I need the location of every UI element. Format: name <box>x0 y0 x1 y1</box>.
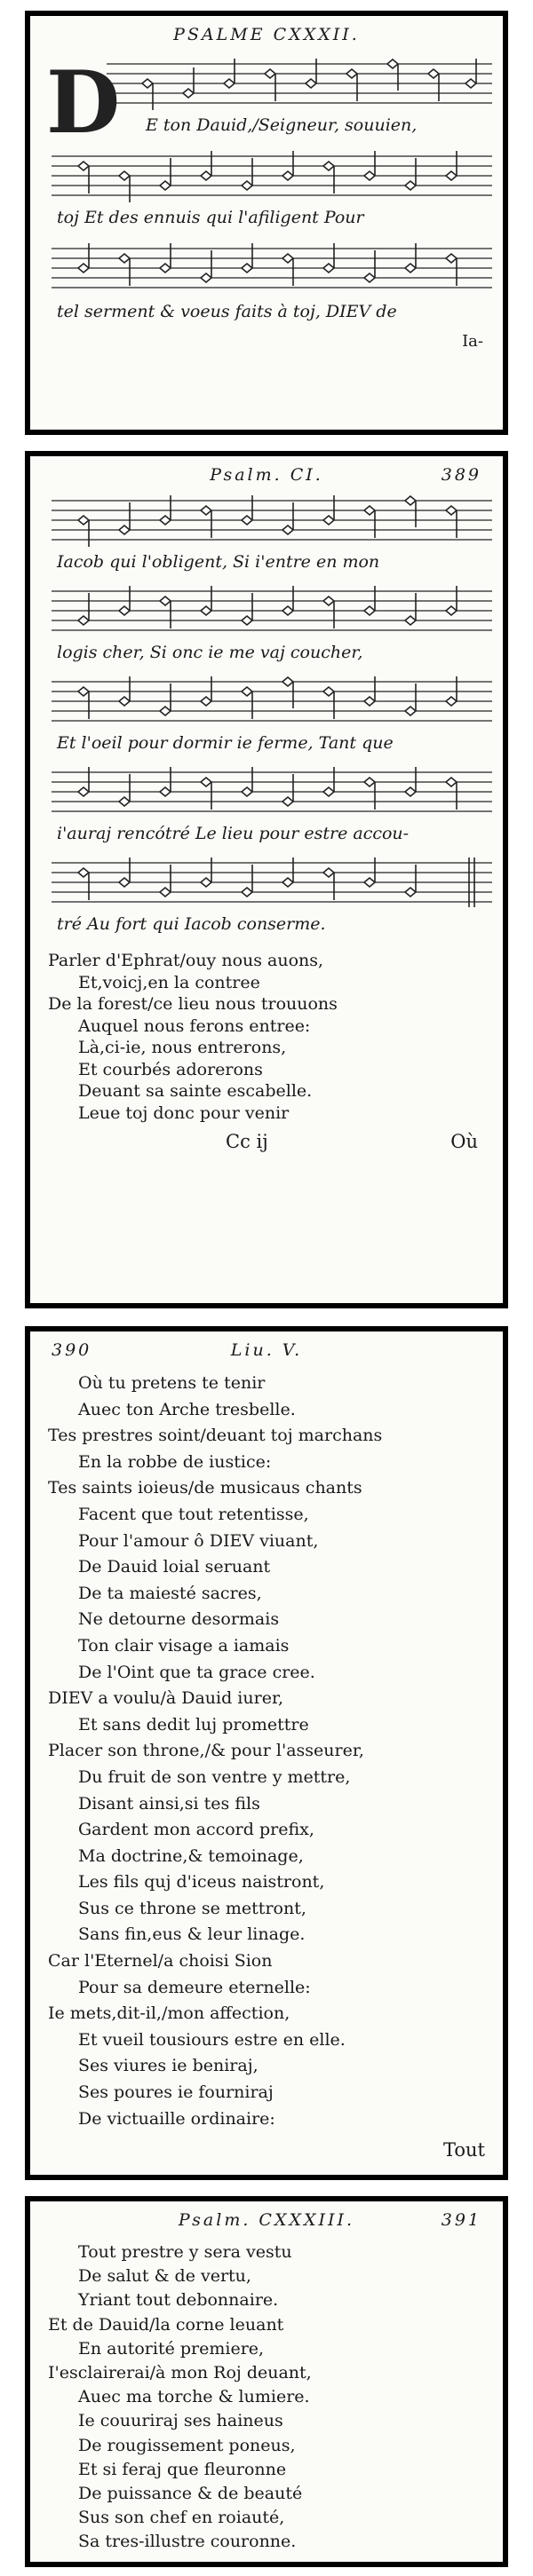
verse-line: Et sans dedit luj promettre <box>78 1714 309 1734</box>
verse-line: Disant ainsi,si tes fils <box>78 1793 260 1813</box>
verse-block <box>48 950 485 1124</box>
lyric-line: E ton Dauid,/Seigneur, souuien, <box>146 115 418 135</box>
verse-line: Du fruit de son ventre y mettre, <box>78 1766 351 1787</box>
lyric-line: i'auraj rencótré Le lieu pour estre accou- <box>57 824 410 843</box>
page-psalme-cxxxii <box>25 11 508 435</box>
page-psalm-ci <box>25 451 508 1308</box>
verse-block <box>48 2240 485 2555</box>
verse-line: Sus son chef en roiauté, <box>78 2508 285 2528</box>
verse-line: Auec ton Arche tresbelle. <box>78 1399 296 1419</box>
lyric-line: Et l'oeil pour dormir ie ferme, Tant que <box>57 733 394 753</box>
verse-line: DIEV a voulu/à Dauid iurer, <box>48 1688 283 1709</box>
verse-line: Sa tres-illustre couronne. <box>78 2532 297 2552</box>
lyric-line: toj Et des ennuis qui l'afiligent Pour <box>57 208 364 227</box>
music-staff <box>52 676 492 728</box>
lyric-line: tré Au fort qui Iacob conserme. <box>57 914 326 934</box>
verse-line: Placer son throne,/& pour l'asseurer, <box>48 1741 364 1761</box>
verse-line: Tout prestre y sera vestu <box>78 2242 292 2262</box>
lyric-line: tel serment & voeus faits à toj, DIEV de <box>57 302 397 321</box>
page-number: 389 <box>441 465 481 485</box>
header-title: Psalm. CXXXIII. <box>178 2210 355 2230</box>
verse-block <box>48 1371 485 2132</box>
signature-mark: Cc ij <box>226 1131 268 1152</box>
verse-line: Et si feraj que fleuronne <box>78 2459 287 2479</box>
verse-line: Ton clair visage a iamais <box>78 1635 290 1655</box>
verse-line: Facent que tout retentisse, <box>78 1504 309 1524</box>
verse-line: En la robbe de iustice: <box>78 1451 272 1472</box>
catchword: Ia- <box>462 332 483 351</box>
music-staff <box>52 857 492 909</box>
verse-line: Leue toj donc pour venir <box>78 1102 290 1123</box>
verse-line: Ses poures ie fourniraj <box>78 2082 274 2103</box>
page-livre-v <box>25 1326 508 2180</box>
verse-line: Et courbés adorerons <box>78 1059 263 1079</box>
verse-line: Tes prestres soint/deuant toj marchans <box>48 1426 383 1446</box>
verse-line: De puissance & de beauté <box>78 2484 303 2504</box>
verse-line: Où tu pretens te tenir <box>78 1373 266 1393</box>
verse-line: Ses viures ie beniraj, <box>78 2056 259 2076</box>
verse-line: Deuant sa sainte escabelle. <box>78 1081 313 1101</box>
verse-line: Ie couuriraj ses haineus <box>78 2411 283 2431</box>
verse-line: Yriant tout debonnaire. <box>78 2290 279 2311</box>
verse-line: Ne detourne desormais <box>78 1609 280 1630</box>
verse-line: De victuaille ordinaire: <box>78 2108 275 2129</box>
header-title: PSALME CXXXII. <box>173 25 360 44</box>
running-header <box>52 2210 481 2237</box>
verse-line: De Dauid loial seruant <box>78 1557 271 1577</box>
verse-line: Pour l'amour ô DIEV viuant, <box>78 1530 319 1551</box>
verse-line: I'esclairerai/à mon Roj deuant, <box>48 2363 312 2383</box>
running-header <box>52 1340 481 1367</box>
verse-line: De la forest/ce lieu nous trouuons <box>48 994 338 1014</box>
lyric-line: logis cher, Si onc ie me vaj coucher, <box>57 643 363 662</box>
verse-line: De ta maiesté sacres, <box>78 1583 262 1603</box>
verse-line: Ie mets,dit-il,/mon affection, <box>48 2003 290 2024</box>
catchword: Où <box>450 1131 478 1152</box>
verse-line: Sans fin,eus & leur linage. <box>78 1924 306 1945</box>
verse-line: De salut & de vertu, <box>78 2266 251 2287</box>
verse-line: Les fils quj d'iceus naistront, <box>78 1872 325 1892</box>
verse-line: Et vueil tousiours estre en elle. <box>78 2029 346 2050</box>
running-header <box>52 25 481 51</box>
verse-line: Car l'Eternel/a choisi Sion <box>48 1951 273 1972</box>
catchword: Tout <box>443 2139 485 2161</box>
verse-line: Gardent mon accord prefix, <box>78 1820 314 1840</box>
verse-line: De l'Oint que ta grace cree. <box>78 1662 315 1682</box>
music-staff <box>52 586 492 637</box>
music-staff <box>52 243 492 295</box>
page-number: 390 <box>52 1340 92 1360</box>
verse-line: Auec ma torche & lumiere. <box>78 2387 310 2407</box>
header-title: Liu. V. <box>230 1340 303 1360</box>
running-header <box>52 465 481 492</box>
music-staff <box>52 495 492 547</box>
verse-line: Là,ci-ie, nous entrerons, <box>78 1038 287 1057</box>
lyric-line: Iacob qui l'obligent, Si i'entre en mon <box>57 552 380 572</box>
verse-line: Auquel nous ferons entree: <box>78 1015 311 1036</box>
page-number: 391 <box>441 2210 481 2230</box>
verse-line: De rougissement poneus, <box>78 2435 296 2455</box>
music-staff <box>107 59 492 110</box>
music-staff <box>52 151 492 202</box>
header-title: Psalm. CI. <box>210 465 323 485</box>
verse-line: Et de Dauid/la corne leuant <box>48 2314 284 2335</box>
verse-line: Sus ce throne se mettront, <box>78 1898 306 1918</box>
verse-line: Pour sa demeure eternelle: <box>78 1977 311 1997</box>
verse-line: Parler d'Ephrat/ouy nous auons, <box>48 951 324 970</box>
verse-line: Ma doctrine,& temoinage, <box>78 1845 304 1866</box>
verse-line: Tes saints ioieus/de musicaus chants <box>48 1478 362 1498</box>
page-psalm-cxxxiii <box>25 2196 508 2567</box>
verse-line: Et,voicj,en la contree <box>78 972 260 992</box>
drop-capital: D <box>46 52 121 153</box>
music-staff <box>52 767 492 818</box>
verse-line: En autorité premiere, <box>78 2338 265 2359</box>
